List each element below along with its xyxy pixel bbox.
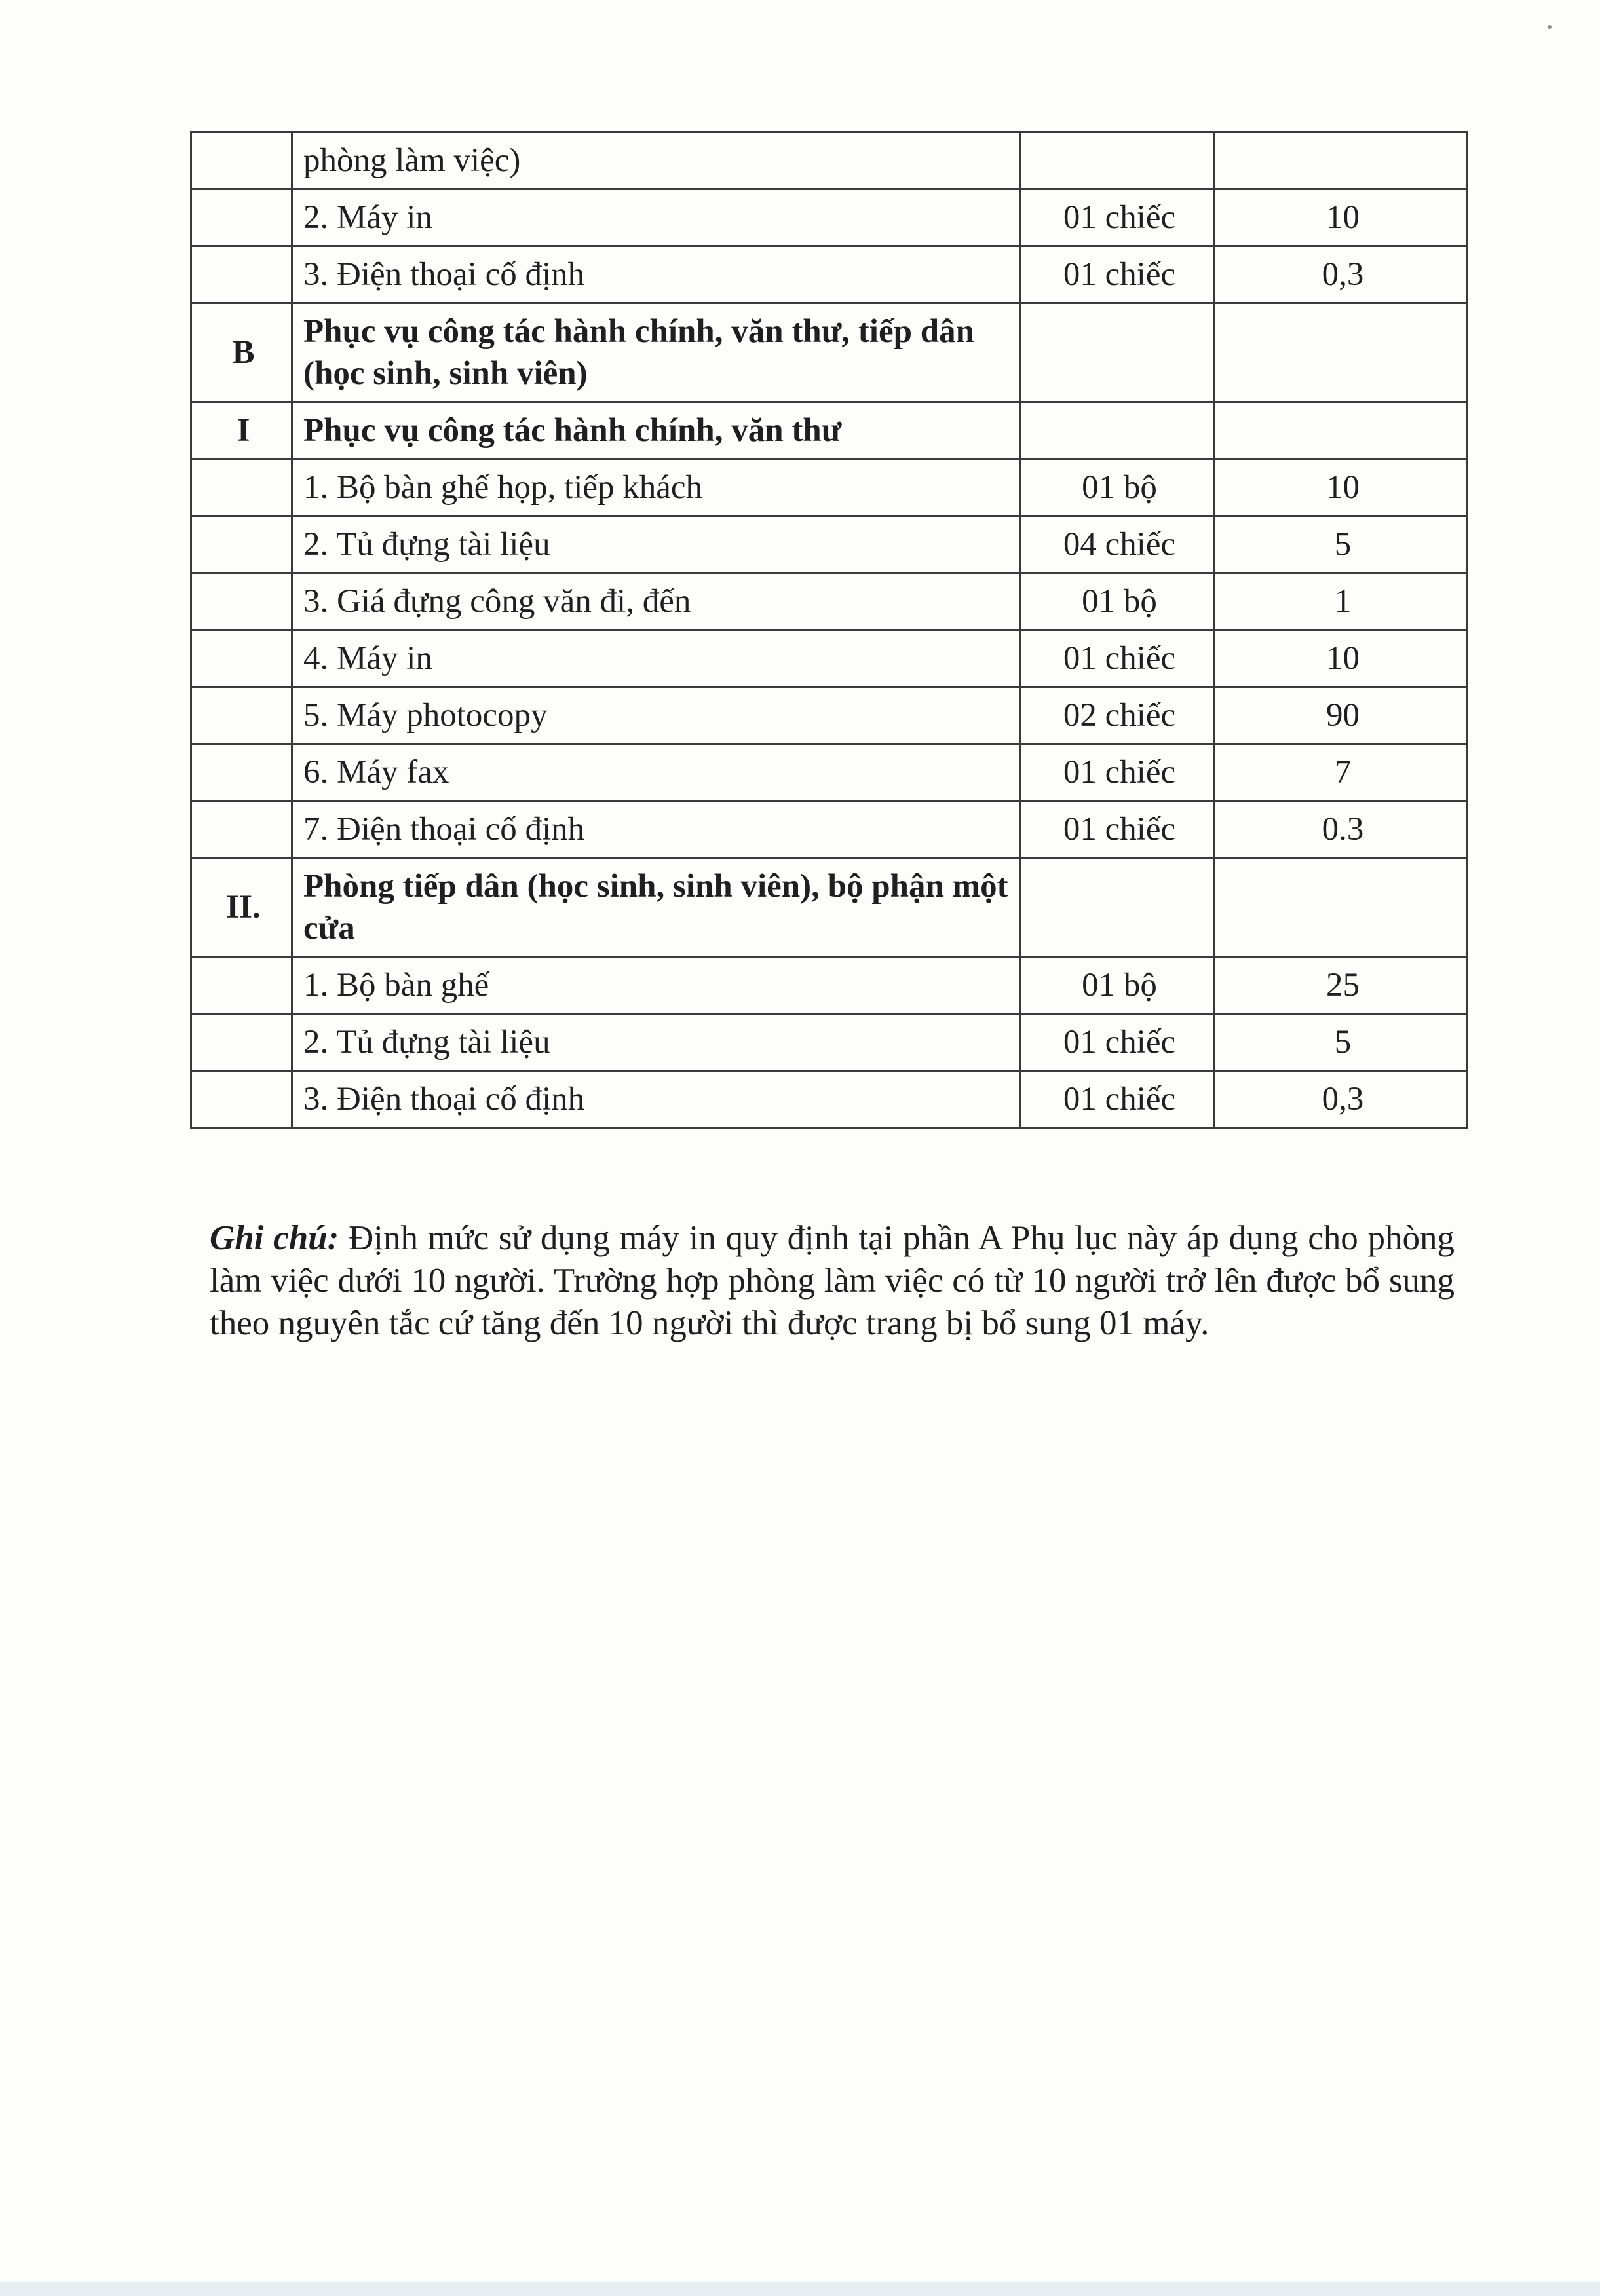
row-index	[191, 189, 292, 246]
table-row	[191, 573, 1468, 630]
item-quantity: 01 chiếc	[1021, 744, 1215, 801]
row-index	[191, 1014, 292, 1071]
item-value: 0.3	[1215, 801, 1468, 858]
item-value: 1	[1215, 573, 1468, 630]
item-name: 4. Máy in	[292, 630, 1021, 687]
item-name: 3. Điện thoại cố định	[292, 246, 1021, 303]
item-quantity: 01 chiếc	[1021, 246, 1215, 303]
section-title: Phục vụ công tác hành chính, văn thư, tiếp dân (học sinh, sinh viên)	[292, 303, 1021, 402]
item-quantity	[1021, 402, 1215, 459]
item-value: 0,3	[1215, 1071, 1468, 1128]
item-name: 1. Bộ bàn ghế họp, tiếp khách	[292, 459, 1021, 516]
item-quantity: 01 chiếc	[1021, 630, 1215, 687]
item-name: 1. Bộ bàn ghế	[292, 957, 1021, 1014]
row-index	[191, 801, 292, 858]
section-index: II.	[191, 858, 292, 957]
item-value: 10	[1215, 630, 1468, 687]
item-quantity: 01 bộ	[1021, 459, 1215, 516]
section-row	[191, 402, 1468, 459]
table-row	[191, 801, 1468, 858]
item-value: 10	[1215, 459, 1468, 516]
row-index	[191, 1071, 292, 1128]
table-row	[191, 687, 1468, 744]
row-index	[191, 516, 292, 573]
item-value	[1215, 858, 1468, 957]
equipment-table-body	[191, 132, 1468, 1128]
row-index	[191, 687, 292, 744]
item-quantity: 02 chiếc	[1021, 687, 1215, 744]
row-index	[191, 132, 292, 189]
table-row	[191, 246, 1468, 303]
equipment-table	[190, 131, 1468, 1129]
item-value: 5	[1215, 1014, 1468, 1071]
item-name: 2. Tủ đựng tài liệu	[292, 516, 1021, 573]
item-value	[1215, 303, 1468, 402]
item-name: 7. Điện thoại cố định	[292, 801, 1021, 858]
table-row	[191, 1071, 1468, 1128]
item-value: 10	[1215, 189, 1468, 246]
table-row	[191, 516, 1468, 573]
row-index	[191, 246, 292, 303]
item-quantity: 01 bộ	[1021, 957, 1215, 1014]
section-row	[191, 858, 1468, 957]
item-value: 90	[1215, 687, 1468, 744]
table-row	[191, 132, 1468, 189]
row-index	[191, 744, 292, 801]
item-quantity	[1021, 303, 1215, 402]
item-name: 2. Tủ đựng tài liệu	[292, 1014, 1021, 1071]
section-row	[191, 303, 1468, 402]
footnote-text: Định mức sử dụng máy in quy định tại phần A Phụ lục này áp dụng cho phòng làm việc dưới 10 người. Trường hợp phòng làm việc có từ 10 người trở lên được bổ sung theo nguyên tắc cứ tăng đến 10 người thì được trang bị bổ sung 01 máy.	[210, 1219, 1455, 1342]
item-value: 25	[1215, 957, 1468, 1014]
section-title: Phục vụ công tác hành chính, văn thư	[292, 402, 1021, 459]
item-quantity	[1021, 132, 1215, 189]
item-quantity: 01 chiếc	[1021, 189, 1215, 246]
section-index: I	[191, 402, 292, 459]
scan-speck	[1548, 25, 1552, 29]
item-name: 5. Máy photocopy	[292, 687, 1021, 744]
item-name: 3. Điện thoại cố định	[292, 1071, 1021, 1128]
row-index	[191, 459, 292, 516]
row-index	[191, 630, 292, 687]
table-row	[191, 459, 1468, 516]
item-quantity: 01 bộ	[1021, 573, 1215, 630]
item-quantity: 04 chiếc	[1021, 516, 1215, 573]
item-name: 2. Máy in	[292, 189, 1021, 246]
row-index	[191, 573, 292, 630]
item-name: 6. Máy fax	[292, 744, 1021, 801]
table-row	[191, 189, 1468, 246]
item-value: 5	[1215, 516, 1468, 573]
table-row	[191, 957, 1468, 1014]
item-value: 7	[1215, 744, 1468, 801]
row-index	[191, 957, 292, 1014]
section-index: B	[191, 303, 292, 402]
item-name: 3. Giá đựng công văn đi, đến	[292, 573, 1021, 630]
item-value	[1215, 132, 1468, 189]
footnote-label: Ghi chú:	[210, 1219, 339, 1257]
item-name: phòng làm việc)	[292, 132, 1021, 189]
item-value	[1215, 402, 1468, 459]
item-quantity	[1021, 858, 1215, 957]
table-row	[191, 744, 1468, 801]
section-title: Phòng tiếp dân (học sinh, sinh viên), bộ phận một cửa	[292, 858, 1021, 957]
item-quantity: 01 chiếc	[1021, 801, 1215, 858]
footnote	[210, 1217, 1455, 1345]
table-row	[191, 1014, 1468, 1071]
item-quantity: 01 chiếc	[1021, 1014, 1215, 1071]
item-quantity: 01 chiếc	[1021, 1071, 1215, 1128]
item-value: 0,3	[1215, 246, 1468, 303]
scan-edge	[0, 2282, 1600, 2296]
table-row	[191, 630, 1468, 687]
